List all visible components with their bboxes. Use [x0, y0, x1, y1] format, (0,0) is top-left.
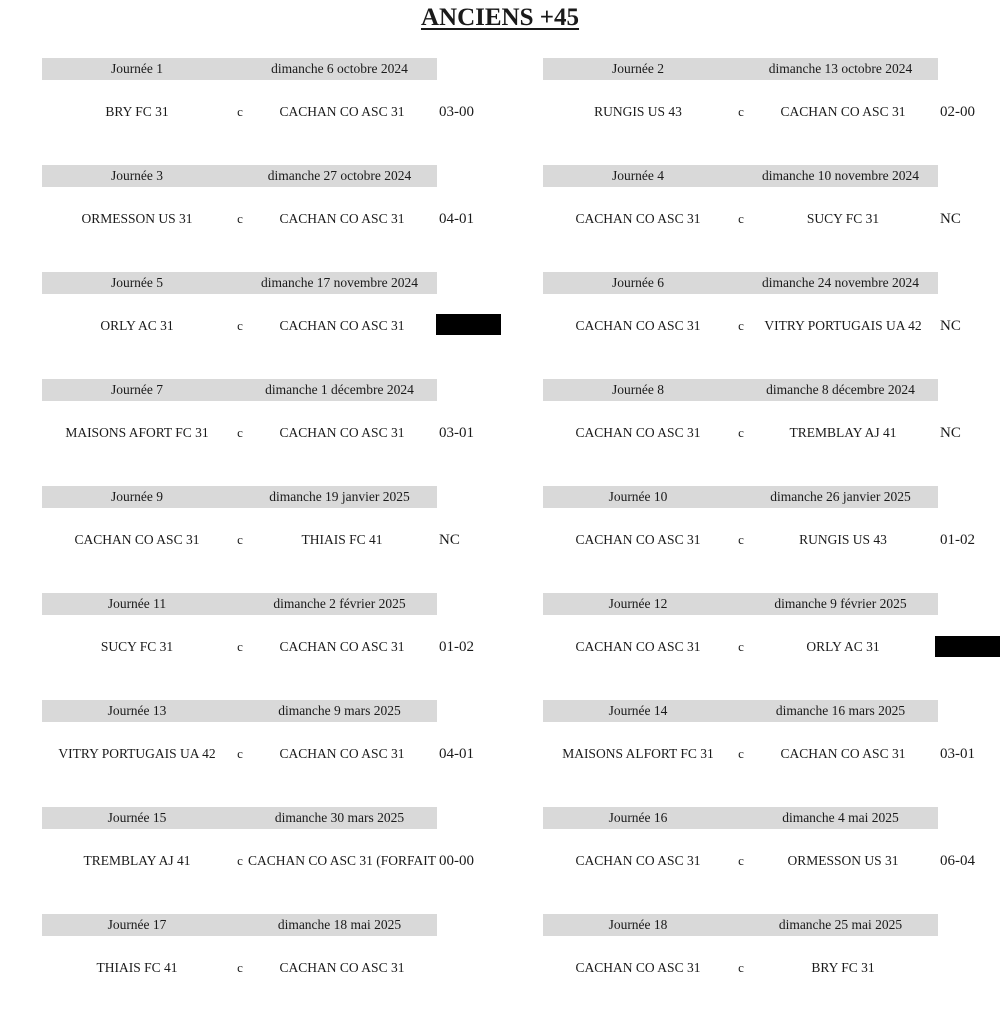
match-date: dimanche 19 janvier 2025	[269, 489, 410, 504]
home-team: CACHAN CO ASC 31	[74, 532, 200, 547]
match-score: 03-00	[439, 104, 474, 120]
match-date: dimanche 9 mars 2025	[278, 703, 401, 718]
versus-separator: c	[738, 960, 744, 975]
fixture-card	[42, 914, 502, 1014]
fixture-header	[42, 165, 437, 187]
fixture-header	[543, 914, 938, 936]
matchday-label: Journée 3	[110, 168, 164, 183]
away-team: CACHAN CO ASC 31	[279, 746, 405, 761]
match-score: NC	[940, 425, 961, 441]
matchday-label: Journée 4	[611, 168, 665, 183]
match-date: dimanche 26 janvier 2025	[770, 489, 911, 504]
fixture-header	[543, 700, 938, 722]
fixture-card	[543, 165, 1000, 265]
fixture-header	[42, 58, 437, 80]
fixture-card	[543, 593, 1000, 693]
versus-separator: c	[738, 639, 744, 654]
matchday-label: Journée 7	[110, 382, 164, 397]
home-team: SUCY FC 31	[100, 639, 174, 654]
fixture-header	[42, 914, 437, 936]
match-score: 03-01	[439, 425, 474, 441]
away-team: CACHAN CO ASC 31	[279, 318, 405, 333]
match-date: dimanche 2 février 2025	[273, 596, 406, 611]
away-team: CACHAN CO ASC 31	[279, 211, 405, 226]
match-date: dimanche 1 décembre 2024	[265, 382, 414, 397]
home-team: CACHAN CO ASC 31	[575, 425, 701, 440]
matchday-label: Journée 5	[110, 275, 164, 290]
fixture-header	[42, 593, 437, 615]
fixture-card	[543, 700, 1000, 800]
match-score: 06-04	[940, 853, 975, 869]
match-date: dimanche 13 octobre 2024	[768, 61, 913, 76]
match-score: 02-00	[940, 104, 975, 120]
match-date: dimanche 9 février 2025	[774, 596, 907, 611]
versus-separator: c	[738, 211, 744, 226]
fixture-card	[543, 58, 1000, 158]
away-team: CACHAN CO ASC 31	[279, 639, 405, 654]
matchday-label: Journée 2	[611, 61, 665, 76]
versus-separator: c	[738, 318, 744, 333]
home-team: THIAIS FC 41	[96, 960, 178, 975]
home-team: CACHAN CO ASC 31	[575, 853, 701, 868]
matchday-label: Journée 14	[608, 703, 668, 718]
versus-separator: c	[738, 532, 744, 547]
home-team: ORLY AC 31	[100, 318, 174, 333]
fixture-card	[543, 272, 1000, 372]
redacted-score-12	[935, 636, 1000, 657]
away-team: CACHAN CO ASC 31	[279, 104, 405, 119]
matchday-label: Journée 17	[107, 917, 167, 932]
fixture-card	[42, 807, 502, 907]
away-team: CACHAN CO ASC 31	[279, 425, 405, 440]
match-date: dimanche 10 novembre 2024	[761, 168, 920, 183]
fixture-header	[543, 486, 938, 508]
match-date: dimanche 27 octobre 2024	[267, 168, 412, 183]
home-team: RUNGIS US 43	[594, 104, 682, 119]
home-team: VITRY PORTUGAIS UA 42	[58, 746, 216, 761]
home-team: CACHAN CO ASC 31	[575, 318, 701, 333]
away-team: CACHAN CO ASC 31	[279, 960, 405, 975]
versus-separator: c	[738, 104, 744, 119]
matchday-label: Journée 11	[107, 596, 167, 611]
redacted-score-5	[436, 314, 501, 335]
fixture-card	[543, 486, 1000, 586]
versus-separator: c	[237, 960, 243, 975]
match-date: dimanche 24 novembre 2024	[761, 275, 920, 290]
matchday-label: Journée 8	[611, 382, 665, 397]
away-team: ORMESSON US 31	[787, 853, 899, 868]
match-score: 03-01	[940, 746, 975, 762]
matchday-label: Journée 9	[110, 489, 164, 504]
matchday-label: Journée 1	[110, 61, 164, 76]
fixture-card	[543, 379, 1000, 479]
match-date: dimanche 18 mai 2025	[277, 917, 402, 932]
fixture-header	[543, 379, 938, 401]
versus-separator: c	[237, 318, 243, 333]
match-score: 01-02	[439, 639, 474, 655]
match-date: dimanche 4 mai 2025	[782, 810, 899, 825]
fixture-card	[42, 486, 502, 586]
fixture-header	[543, 165, 938, 187]
versus-separator: c	[738, 425, 744, 440]
away-team: CACHAN CO ASC 31	[780, 746, 906, 761]
matchday-label: Journée 12	[608, 596, 668, 611]
home-team: MAISONS AFORT FC 31	[65, 425, 209, 440]
fixture-card	[42, 165, 502, 265]
away-team: SUCY FC 31	[806, 211, 880, 226]
match-date: dimanche 6 octobre 2024	[271, 61, 408, 76]
matchday-label: Journée 10	[608, 489, 668, 504]
page-title	[0, 4, 1000, 32]
matchday-label: Journée 15	[107, 810, 167, 825]
match-date: dimanche 30 mars 2025	[274, 810, 405, 825]
fixture-card	[543, 914, 1000, 1014]
fixture-header	[543, 272, 938, 294]
versus-separator: c	[237, 853, 243, 868]
match-score: NC	[439, 532, 460, 548]
matchday-label: Journée 16	[608, 810, 668, 825]
fixture-header	[543, 593, 938, 615]
fixture-card	[42, 272, 502, 372]
versus-separator: c	[237, 532, 243, 547]
fixture-card	[42, 379, 502, 479]
match-score: NC	[940, 318, 961, 334]
home-team: CACHAN CO ASC 31	[575, 211, 701, 226]
away-team: CACHAN CO ASC 31 (FORFAIT	[247, 853, 437, 868]
fixture-header	[42, 700, 437, 722]
home-team: BRY FC 31	[105, 104, 169, 119]
match-date: dimanche 25 mai 2025	[778, 917, 903, 932]
fixture-header	[42, 486, 437, 508]
fixture-header	[42, 379, 437, 401]
fixture-card	[42, 593, 502, 693]
home-team: CACHAN CO ASC 31	[575, 532, 701, 547]
match-date: dimanche 8 décembre 2024	[766, 382, 915, 397]
versus-separator: c	[738, 853, 744, 868]
match-date: dimanche 16 mars 2025	[775, 703, 906, 718]
away-team: BRY FC 31	[811, 960, 875, 975]
fixture-card	[42, 700, 502, 800]
versus-separator: c	[237, 639, 243, 654]
away-team: VITRY PORTUGAIS UA 42	[764, 318, 922, 333]
versus-separator: c	[237, 425, 243, 440]
match-score: 01-02	[940, 532, 975, 548]
away-team: ORLY AC 31	[806, 639, 880, 654]
match-score: 04-01	[439, 211, 474, 227]
away-team: THIAIS FC 41	[301, 532, 383, 547]
fixture-header	[42, 807, 437, 829]
home-team: CACHAN CO ASC 31	[575, 639, 701, 654]
home-team: CACHAN CO ASC 31	[575, 960, 701, 975]
match-score: 04-01	[439, 746, 474, 762]
match-score: 00-00	[439, 853, 474, 869]
away-team: RUNGIS US 43	[799, 532, 887, 547]
page-title-text: ANCIENS +45	[420, 4, 580, 31]
match-score: NC	[940, 211, 961, 227]
home-team: TREMBLAY AJ 41	[83, 853, 191, 868]
match-date: dimanche 17 novembre 2024	[260, 275, 419, 290]
away-team: CACHAN CO ASC 31	[780, 104, 906, 119]
fixture-header	[42, 272, 437, 294]
versus-separator: c	[237, 211, 243, 226]
fixture-card	[543, 807, 1000, 907]
fixture-header	[543, 807, 938, 829]
fixture-header	[543, 58, 938, 80]
versus-separator: c	[738, 746, 744, 761]
home-team: ORMESSON US 31	[81, 211, 193, 226]
versus-separator: c	[237, 746, 243, 761]
home-team: MAISONS ALFORT FC 31	[562, 746, 714, 761]
away-team: TREMBLAY AJ 41	[789, 425, 897, 440]
matchday-label: Journée 13	[107, 703, 167, 718]
fixture-card	[42, 58, 502, 158]
versus-separator: c	[237, 104, 243, 119]
matchday-label: Journée 6	[611, 275, 665, 290]
matchday-label: Journée 18	[608, 917, 668, 932]
